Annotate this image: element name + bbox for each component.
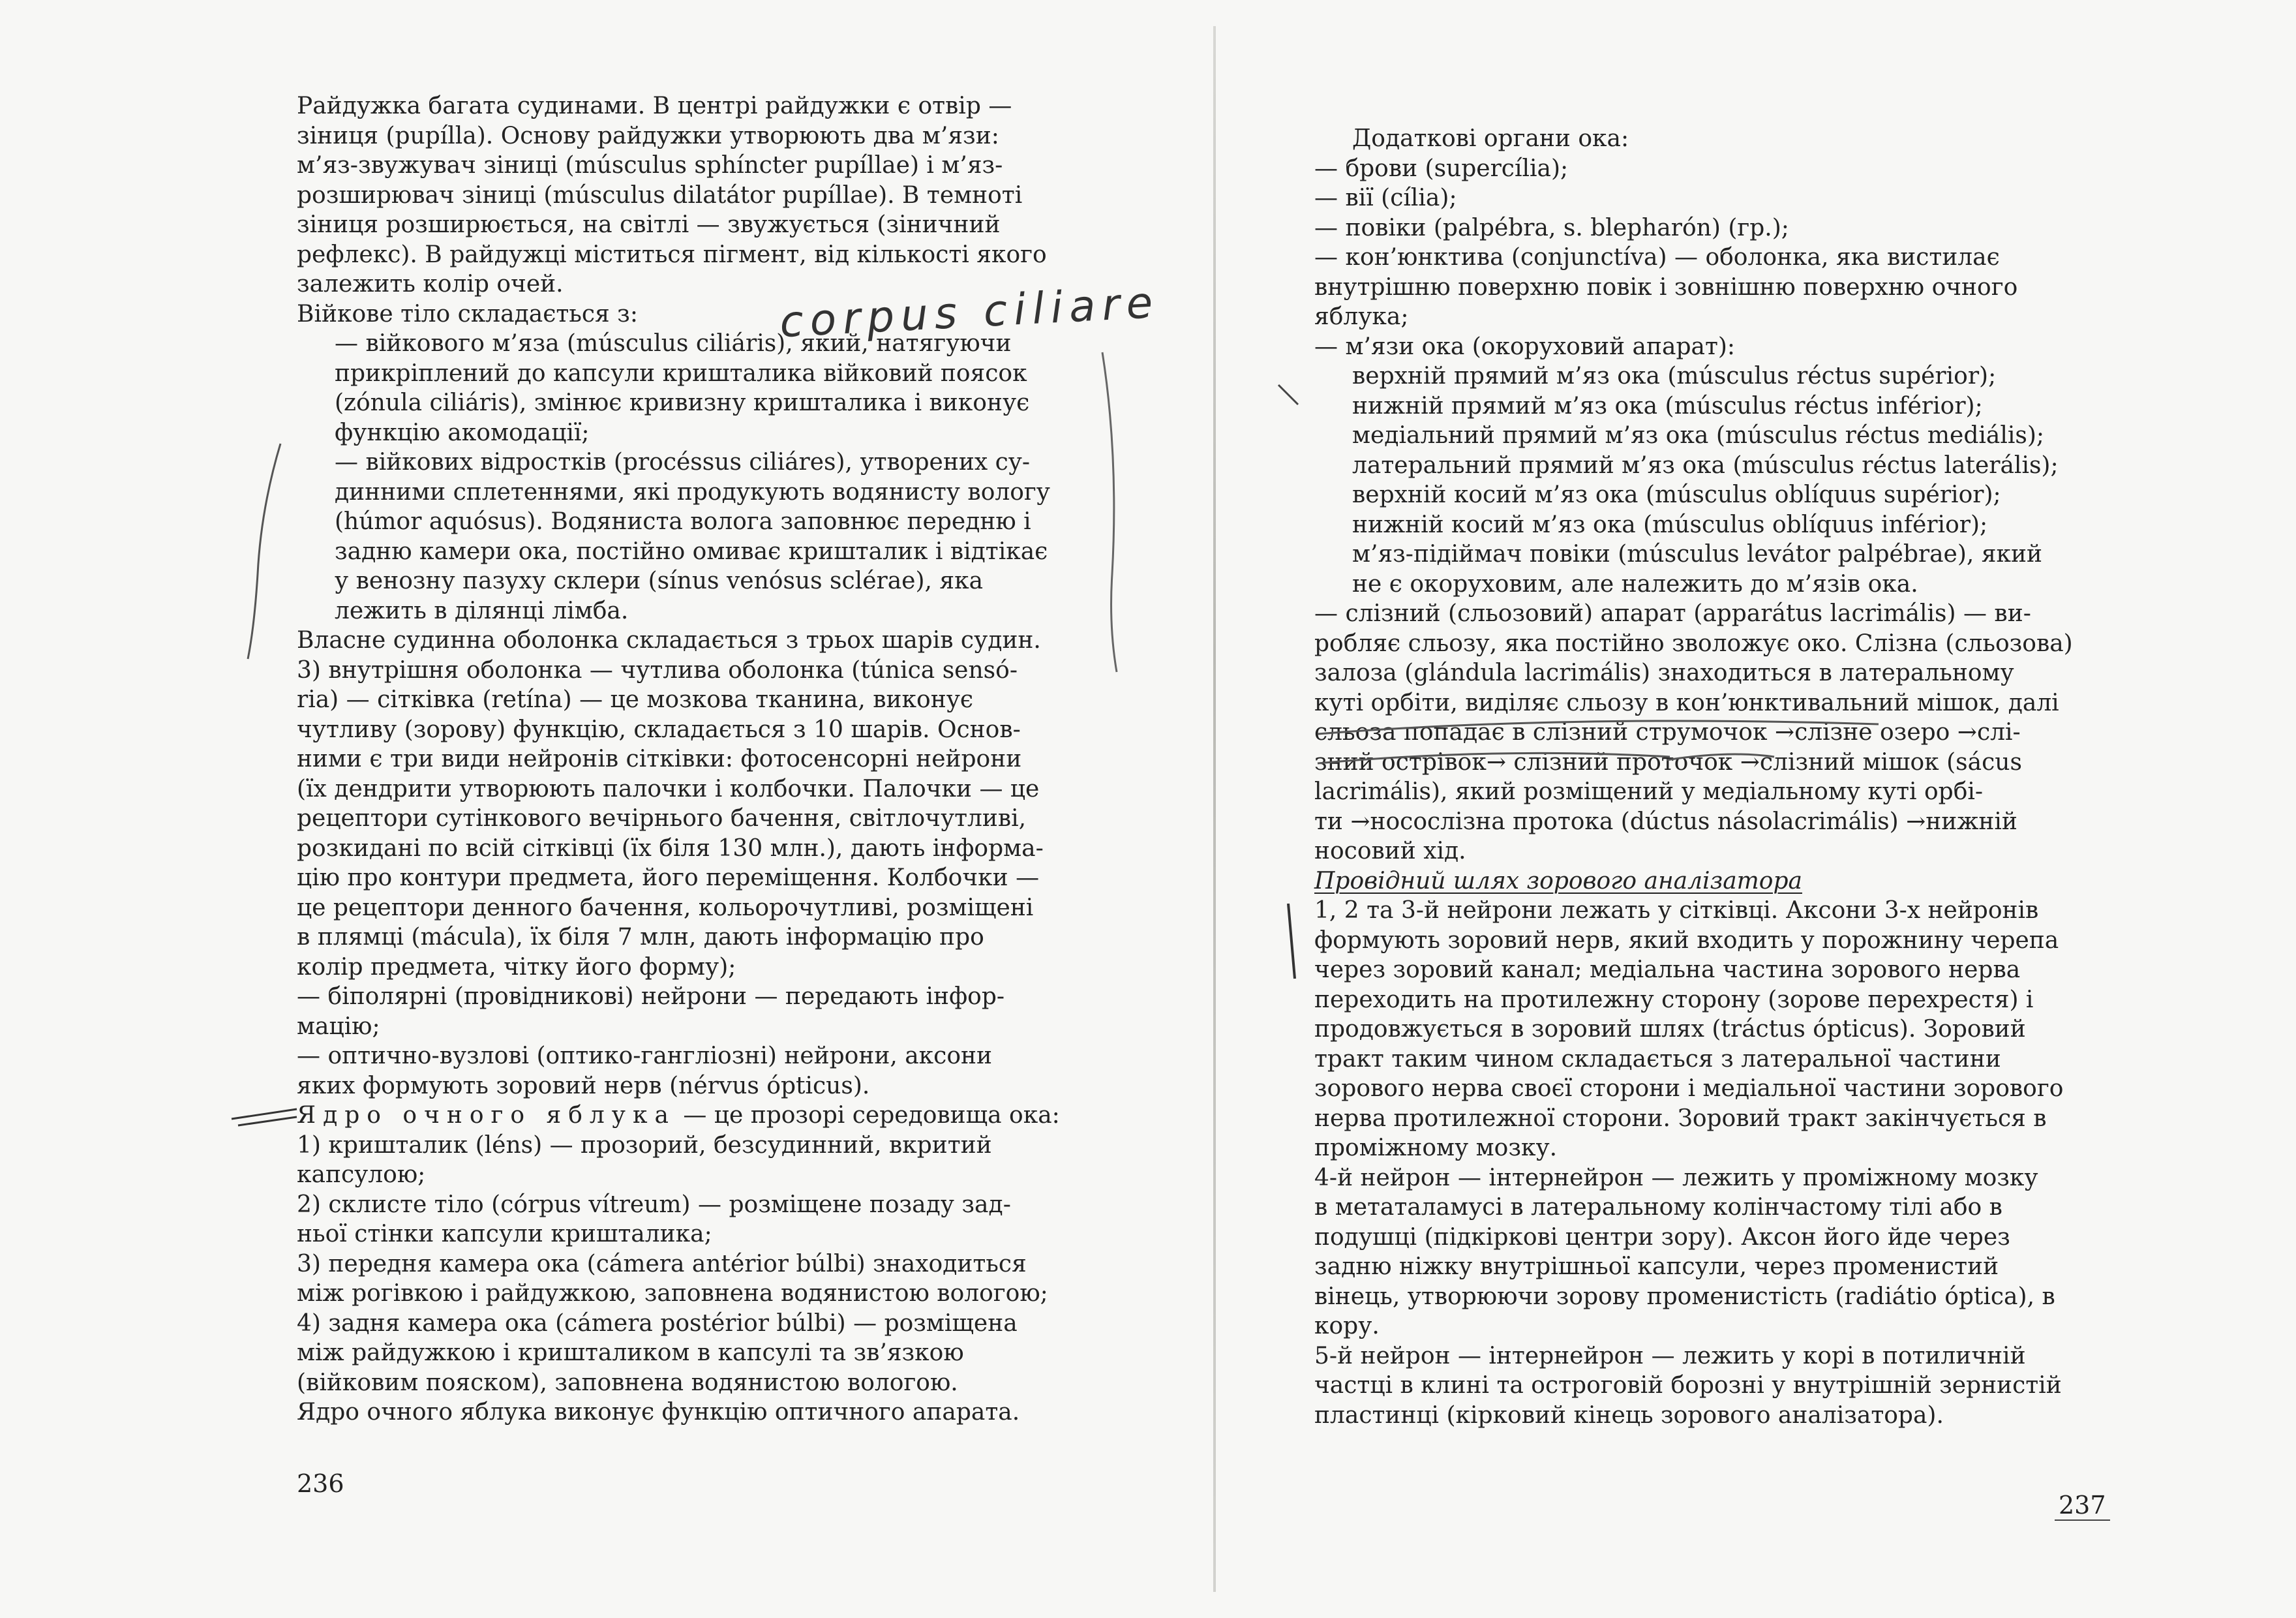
paragraph-ciliary-body-intro: Війкове тіло складається з: [297,300,638,328]
paragraph-lacrimal-apparatus: — слізний (сльозовий) апарат (apparátus lacrimális) — ви- робляє сльозу, яка постійно зволожує око. Слізна (сльозова) залоза (glándula lacrimális) знаходиться в латеральному куті орбіти, виділяє сльозу в кон’юнктивальний мішок, далі сльоза попадає в слізний струмочок →слізне озеро →слі- зний острівок→ слізний проточок →слізний мішок (sácus lacrimális), який розміщений у медіальному куті орбі- ти →носослізна протока (dúctus násolacrimális) →нижній носовий хід. [1314,600,2073,864]
page-number-left: 236 [297,1469,344,1498]
page-number-right: 237 [2055,1491,2110,1521]
paragraph-accessory-organs-list: — брови (supercília); — вії (cília); — повіки (palpébra, s. blepharón) (гр.); — кон’юнктива (conjunctíva) — оболонка, яка вистилає внутрішню поверхню повік і зовнішню поверхню очного яблука; — м’язи ока (окоруховий апарат): [1314,155,2018,360]
paragraph-accessory-organs-title: Додаткові органи ока: [1352,125,1629,152]
paragraph-ciliary-processes: — війкових відростків (procéssus ciliáres), утворених су- динними сплетеннями, які продукують водянисту вологу (húmor aquósus). Водяниста волога заповнює передню і задню камери ока, постійно омиває кришталик і відтікає у венозну пазуху склери (sínus venósus sclérae), яка лежить в ділянці лімба. [335,449,1050,624]
section-heading-visual-pathway: Провідний шлях зорового аналізатора [1314,867,1802,894]
paragraph-retina: Власне судинна оболонка складається з трьох шарів судин. 3) внутрішня оболонка — чутлива оболонка (túnica sensó- ria) — сітківка (retína) — це мозкова тканина, виконує чутливу (зорову) функцію, складається з 10 шарів. Основ- ними є три види нейронів сітківки: фотосенсорні нейрони (їх дендрити утворюють палочки і колбочки. Палочки — це рецептори сутінкового вечірнього бачення, світлочутливі, розкидані по всій сітківці (їх біля 130 млн.), дають інформа- цію про контури предмета, його переміщення. Колбочки — це рецептори денного бачення, кольорочутливі, розміщені в плямці (mácula), їх біля 7 млн, дають інформацію про колір предмета, чітку його форму); — біполярні (провідникові) нейрони — передають інфор- мацію; — оптично-вузлові (оптико-гангліозні) нейрони, аксони яких формують зоровий нерв (nérvus ópticus). [297,627,1044,1099]
paragraph-eye-muscles: верхній прямий м’яз ока (músculus réctus supérior); нижній прямий м’яз ока (músculus réctus inférior); медіальний прямий м’яз ока (músculus réctus mediális); латеральний прямий м’яз ока (músculus réctus laterális); верхній косий м’яз ока (músculus oblíquus supérior); нижній косий м’яз ока (músculus oblíquus inférior); м’яз-підіймач повіки (músculus levátor palpébrae), який не є окоруховим, але належить до м’язів ока. [1352,363,2059,598]
handwritten-note: corpus ciliare [778,277,1160,348]
eyeball-nucleus-term: Ядро очного яблука [297,1102,676,1129]
paragraph-visual-pathway: 1, 2 та 3-й нейрони лежать у сітківці. Аксони 3-х нейронів формують зоровий нерв, який входить у порожнину черепа через зоровий канал; медіальна частина зорового нерва переходить на протилежну сторону (зорове перехрестя) і продовжується в зоровий шлях (tráctus ópticus). Зоровий тракт таким чином складається з латеральної частини зорового нерва своєї сторони і медіальної частини зорового нерва протилежної сторони. Зоровий тракт закінчується в проміжному мозку. 4-й нейрон — інтернейрон — лежить у проміжному мозку в метаталамусі в латеральному колінчастому тілі або в подушці (підкіркові центри зору). Аксон його йде через задню ніжку внутрішньої капсули, через променистий вінець, утворюючи зорову променистість (radiátio óptica), в кору. 5-й нейрон — інтернейрон — лежить у корі в потиличній частці в клині та остроговій борозні у внутрішній зернистій пластинці (кірковий кінець зорового аналізатора). [1314,897,2064,1429]
paragraph-iris: Райдужка багата судинами. В центрі райдужки є отвір — зіниця (pupílla). Основу райдужки утворюють два м’язи: м’яз-звужувач зіниці (músculus sphíncter pupíllae) і м’яз- розширювач зіниці (músculus dilatátor pupíllae). В темноті зіниця розширюється, на світлі — звужується (зіничний рефлекс). В райдужці міститься пігмент, від кількості якого залежить колір очей. [297,93,1047,298]
eyeball-nucleus-text: — це прозорі середовища ока: 1) кришталик (léns) — прозорий, безсудинний, вкритий капсулою; 2) склисте тіло (córpus vítreum) — розміщене позаду зад- ньої стінки капсули кришталика; 3) передня камера ока (cámera antérior búlbi) знаходиться між рогівкою і райдужкою, заповнена водянистою вологою; 4) задня камера ока (cámera postérior búlbi) — розміщена між райдужкою і кришталиком в капсулі та зв’язкою (війковим пояском), заповнена водянистою вологою. Ядро очного яблука виконує функцію оптичного апарата. [297,1102,1060,1426]
paragraph-ciliary-muscle: — війкового м’яза (músculus ciliáris), який, натягуючи прикріплений до капсули кришталика війковий поясок (zónula ciliáris), змінює кривизну кришталика і виконує функцію акомодації; [335,330,1030,446]
